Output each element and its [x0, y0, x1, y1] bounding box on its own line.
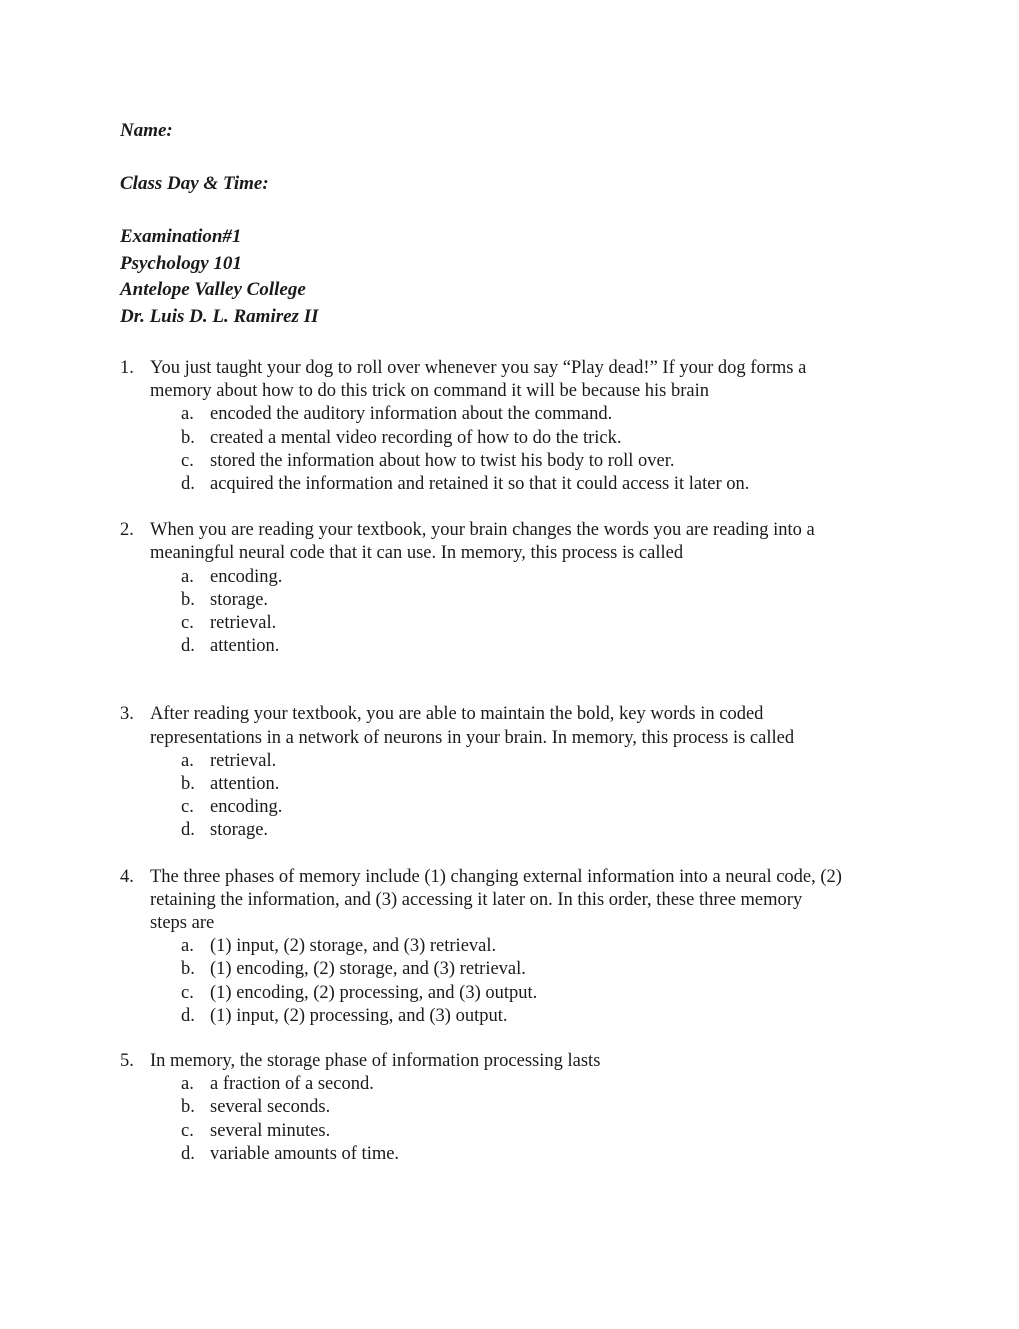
answer-option: [150, 958, 910, 981]
option-text: encoded the auditory information about the command.: [210, 404, 613, 425]
class-day-time-label: Class Day & Time:: [120, 173, 269, 194]
question-number: 2.: [120, 520, 134, 541]
question-stem-line: retaining the information, and (3) accessing it later on. In this order, these three memory: [150, 889, 803, 910]
option-text: several seconds.: [210, 1097, 331, 1118]
answer-option: [150, 1073, 910, 1096]
option-text: (1) input, (2) storage, and (3) retrieval.: [210, 936, 497, 957]
option-letter: a.: [181, 936, 194, 957]
option-letter: c.: [181, 1120, 194, 1141]
question-list: [120, 357, 910, 1166]
answer-option: [150, 773, 910, 796]
option-text: retrieval.: [210, 613, 277, 634]
option-letter: b.: [181, 774, 195, 795]
option-text: stored the information about how to twist his body to roll over.: [210, 450, 675, 471]
answer-option: [150, 750, 910, 773]
option-text: encoding.: [210, 566, 283, 587]
answer-options: [150, 750, 910, 843]
option-letter: d.: [181, 636, 195, 657]
question-number: 3.: [120, 704, 134, 725]
option-text: retrieval.: [210, 750, 277, 771]
answer-option: [150, 427, 910, 450]
answer-options: [150, 566, 910, 659]
option-text: created a mental video recording of how to do the trick.: [210, 427, 622, 448]
answer-option: [150, 1096, 910, 1119]
option-letter: c.: [181, 797, 194, 818]
option-text: encoding.: [210, 797, 283, 818]
answer-option: [150, 612, 910, 635]
option-letter: a.: [181, 750, 194, 771]
instructor-name: Dr. Luis D. L. Ramirez II: [120, 305, 319, 327]
option-text: a fraction of a second.: [210, 1074, 374, 1095]
option-text: storage.: [210, 820, 269, 841]
option-text: attention.: [210, 774, 280, 795]
option-letter: d.: [181, 820, 195, 841]
answer-option: [150, 935, 910, 958]
option-letter: a.: [181, 566, 194, 587]
option-letter: a.: [181, 404, 194, 425]
course-name: Psychology 101: [120, 252, 242, 274]
option-letter: d.: [181, 1005, 195, 1026]
option-text: (1) encoding, (2) storage, and (3) retrieval.: [210, 959, 526, 980]
answer-option: [150, 566, 910, 589]
option-text: (1) input, (2) processing, and (3) output.: [210, 1005, 508, 1026]
answer-options: [150, 1073, 910, 1166]
question-stem-line: When you are reading your textbook, your brain changes the words you are reading into a: [150, 520, 815, 541]
option-letter: a.: [181, 1074, 194, 1095]
option-letter: c.: [181, 450, 194, 471]
option-letter: b.: [181, 589, 195, 610]
option-text: several minutes.: [210, 1120, 331, 1141]
answer-option: [150, 473, 910, 496]
answer-option: [150, 589, 910, 612]
option-text: variable amounts of time.: [210, 1143, 400, 1164]
question-stem-line: The three phases of memory include (1) changing external information into a neural code, (2): [150, 866, 842, 887]
college-name: Antelope Valley College: [120, 279, 306, 300]
answer-option: [150, 1143, 910, 1166]
question-number: 4.: [120, 866, 134, 887]
exam-header: [120, 118, 900, 330]
option-text: acquired the information and retained it so that it could access it later on.: [210, 474, 750, 495]
question-stem-line: meaningful neural code that it can use. In memory, this process is called: [150, 543, 684, 564]
answer-option: [150, 1005, 910, 1028]
answer-options: [150, 403, 910, 496]
option-letter: b.: [181, 959, 195, 980]
exam-title: Examination#1: [120, 226, 242, 247]
answer-option: [150, 819, 910, 842]
question-stem-line: steps are: [150, 913, 215, 934]
name-label: Name:: [120, 120, 173, 141]
option-letter: d.: [181, 1143, 195, 1164]
answer-option: [150, 635, 910, 658]
answer-option: [150, 796, 910, 819]
question-3: [120, 703, 910, 842]
answer-option: [150, 403, 910, 426]
question-5: [120, 1050, 910, 1166]
question-number: 5.: [120, 1051, 134, 1072]
option-letter: c.: [181, 982, 194, 1003]
option-letter: b.: [181, 427, 195, 448]
answer-options: [150, 935, 910, 1028]
question-stem-line: representations in a network of neurons in your brain. In memory, this process is called: [150, 727, 795, 748]
question-1: [120, 357, 910, 496]
question-stem-line: In memory, the storage phase of information processing lasts: [150, 1051, 601, 1072]
option-letter: d.: [181, 474, 195, 495]
option-text: storage.: [210, 589, 269, 610]
question-2: [120, 519, 910, 658]
question-stem-line: memory about how to do this trick on command it will be because his brain: [150, 381, 710, 402]
answer-option: [150, 450, 910, 473]
question-stem-line: You just taught your dog to roll over whenever you say “Play dead!” If your dog forms a: [150, 358, 807, 378]
question-stem-line: After reading your textbook, you are able to maintain the bold, key words in coded: [150, 704, 764, 725]
option-text: (1) encoding, (2) processing, and (3) output.: [210, 982, 538, 1003]
answer-option: [150, 1120, 910, 1143]
option-letter: c.: [181, 613, 194, 634]
answer-option: [150, 982, 910, 1005]
option-letter: b.: [181, 1097, 195, 1118]
option-text: attention.: [210, 636, 280, 657]
question-4: [120, 866, 910, 1028]
question-number: 1.: [120, 358, 134, 378]
